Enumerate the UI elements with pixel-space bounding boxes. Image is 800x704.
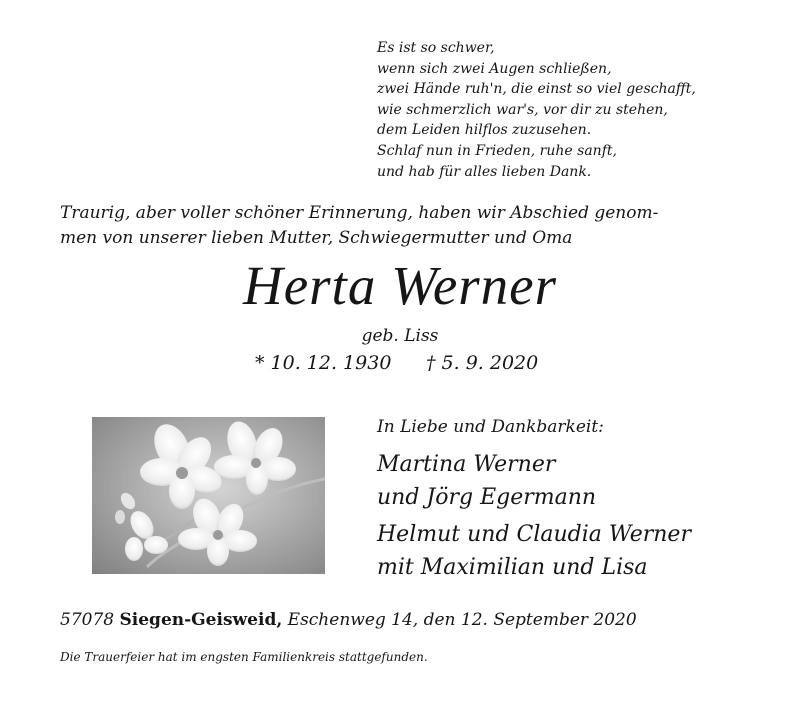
city: Siegen-Geisweid,	[119, 610, 283, 630]
poem	[377, 38, 757, 182]
family-heading: In Liebe und Dankbarkeit:	[377, 417, 604, 437]
poem-line: Es ist so schwer,	[377, 40, 495, 56]
poem-line: dem Leiden hilflos zuzusehen.	[377, 122, 592, 139]
death-date: † 5. 9. 2020	[426, 352, 539, 374]
family-line: und Jörg Egermann	[377, 485, 597, 510]
family-signature	[377, 414, 777, 584]
intro-text	[60, 201, 760, 251]
birth-date: * 10. 12. 1930	[255, 352, 392, 374]
poem-line: zwei Hände ruh'n, die einst so viel geschafft,	[377, 81, 696, 98]
intro-line: men von unserer lieben Mutter, Schwiegermutter und Oma	[60, 228, 573, 248]
address-line	[60, 607, 780, 633]
funeral-note: Die Trauerfeier hat im engsten Familienkreis stattgefunden.	[60, 650, 428, 664]
address-rest: Eschenweg 14, den 12. September 2020	[287, 610, 637, 630]
family-line: Helmut und Claudia Werner	[377, 522, 691, 547]
poem-line: wie schmerzlich war's, vor dir zu stehen,	[377, 101, 668, 118]
poem-line: wenn sich zwei Augen schließen,	[377, 60, 612, 77]
family-line: mit Maximilian und Lisa	[377, 555, 648, 580]
poem-line: Schlaf nun in Frieden, ruhe sanft,	[377, 142, 617, 159]
intro-line: Traurig, aber voller schöner Erinnerung, haben wir Abschied genom-	[60, 203, 659, 223]
poem-line: und hab für alles lieben Dank.	[377, 163, 592, 180]
family-gap	[377, 440, 777, 448]
deceased-name: Herta Werner	[243, 255, 557, 316]
family-line: Martina Werner	[377, 452, 556, 477]
orchid-photo	[92, 417, 325, 574]
postcode: 57078	[60, 610, 115, 630]
maiden-name: geb. Liss	[361, 326, 439, 346]
